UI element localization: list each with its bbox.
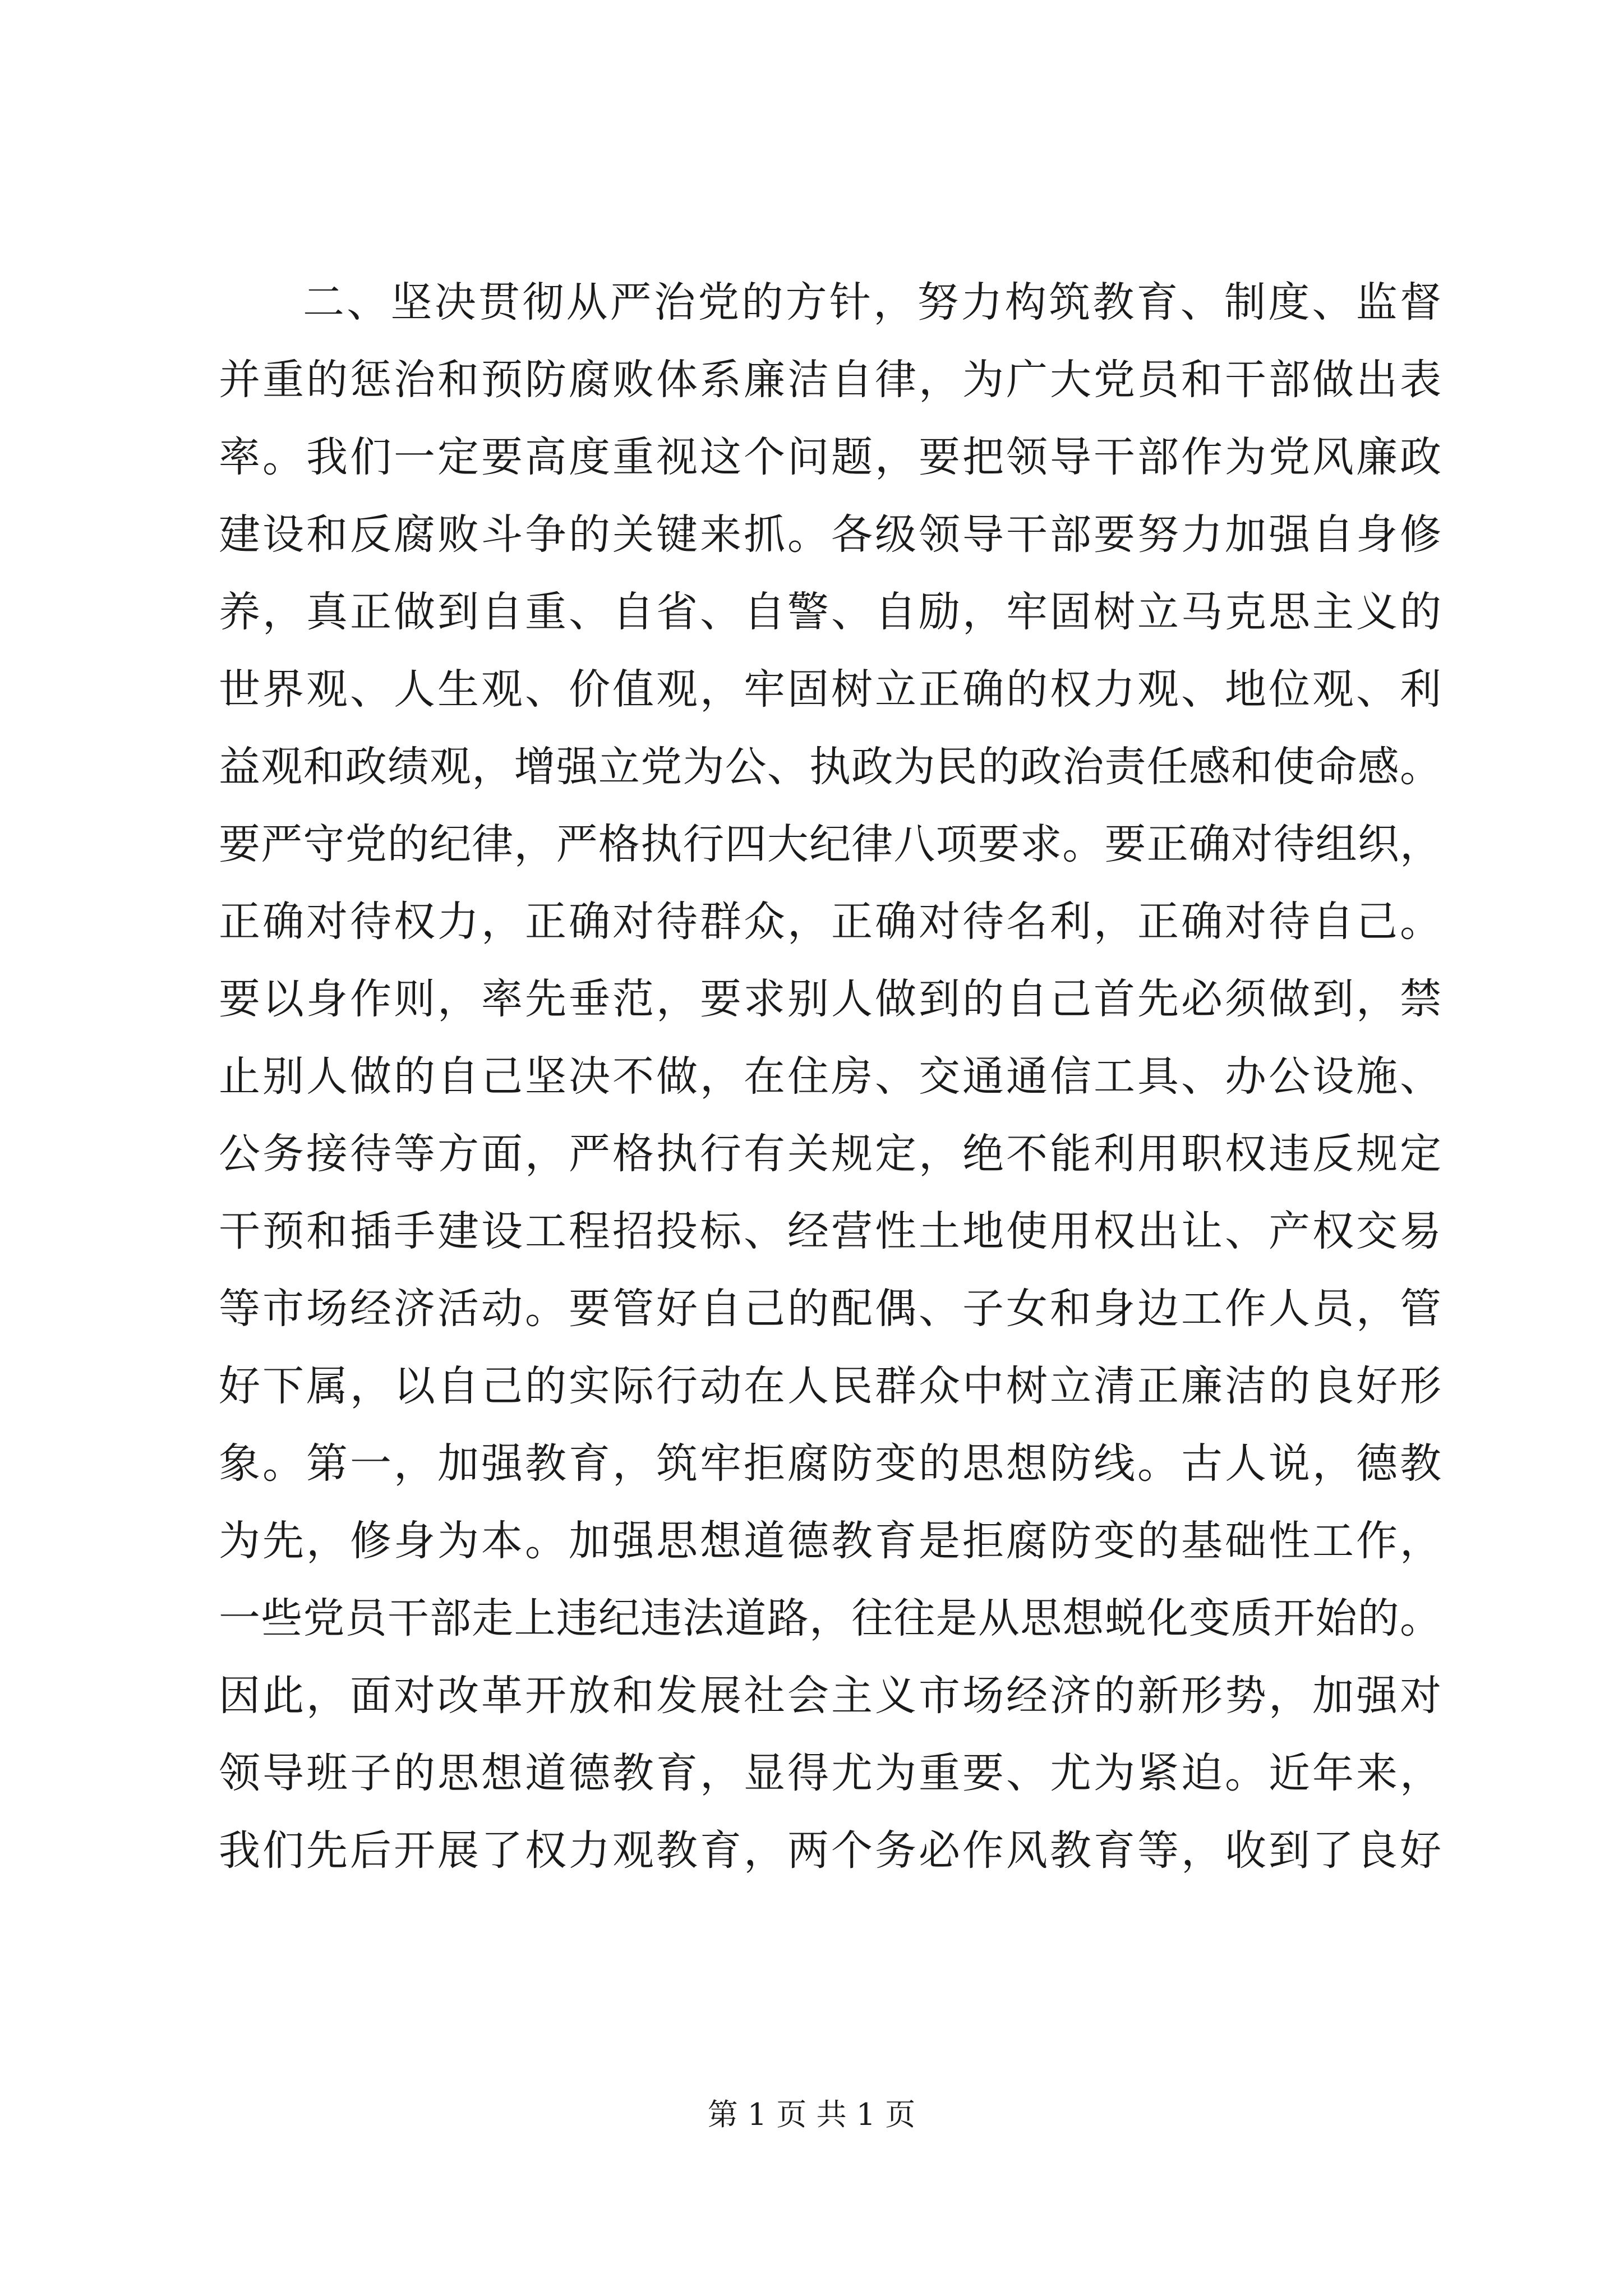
text-line: 为先，修身为本。加强思想道德教育是拒腐防变的基础性工作， <box>219 1517 1441 1565</box>
text-line: 领导班子的思想道德教育，显得尤为重要、尤为紧迫。近年来， <box>219 1749 1441 1797</box>
text-line: 世界观、人生观、价值观，牢固树立正确的权力观、地位观、利 <box>219 665 1441 714</box>
text-line: 要严守党的纪律，严格执行四大纪律八项要求。要正确对待组织， <box>219 820 1441 868</box>
text-line: 养，真正做到自重、自省、自警、自励，牢固树立马克思主义的 <box>219 588 1441 636</box>
text-line: 好下属，以自己的实际行动在人民群众中树立清正廉洁的良好形 <box>219 1362 1441 1410</box>
text-line: 率。我们一定要高度重视这个问题，要把领导干部作为党风廉政 <box>219 433 1441 481</box>
text-line: 公务接待等方面，严格执行有关规定，绝不能利用职权违反规定 <box>219 1130 1441 1178</box>
text-line: 一些党员干部走上违纪违法道路，往往是从思想蜕化变质开始的。 <box>219 1594 1441 1642</box>
text-line: 益观和政绩观，增强立党为公、执政为民的政治责任感和使命感。 <box>219 743 1441 791</box>
text-line: 二、坚决贯彻从严治党的方针，努力构筑教育、制度、监督 <box>303 278 1441 326</box>
text-line: 正确对待权力，正确对待群众，正确对待名利，正确对待自己。 <box>219 898 1441 946</box>
text-line: 并重的惩治和预防腐败体系廉洁自律，为广大党员和干部做出表 <box>219 356 1441 404</box>
text-line: 等市场经济活动。要管好自己的配偶、子女和身边工作人员，管 <box>219 1285 1441 1333</box>
text-line: 我们先后开展了权力观教育，两个务必作风教育等，收到了良好 <box>219 1826 1441 1875</box>
text-line: 象。第一，加强教育，筑牢拒腐防变的思想防线。古人说，德教 <box>219 1439 1441 1488</box>
text-line: 要以身作则，率先垂范，要求别人做到的自己首先必须做到，禁 <box>219 975 1441 1023</box>
body-paragraph <box>219 264 1441 1889</box>
text-line: 建设和反腐败斗争的关键来抓。各级领导干部要努力加强自身修 <box>219 510 1441 559</box>
text-line: 止别人做的自己坚决不做，在住房、交通通信工具、办公设施、 <box>219 1052 1441 1101</box>
text-line: 干预和插手建设工程招投标、经营性土地使用权出让、产权交易 <box>219 1207 1441 1255</box>
text-line: 因此，面对改革开放和发展社会主义市场经济的新形势，加强对 <box>219 1672 1441 1720</box>
page-footer: 第 1 页 共 1 页 <box>707 2097 916 2132</box>
